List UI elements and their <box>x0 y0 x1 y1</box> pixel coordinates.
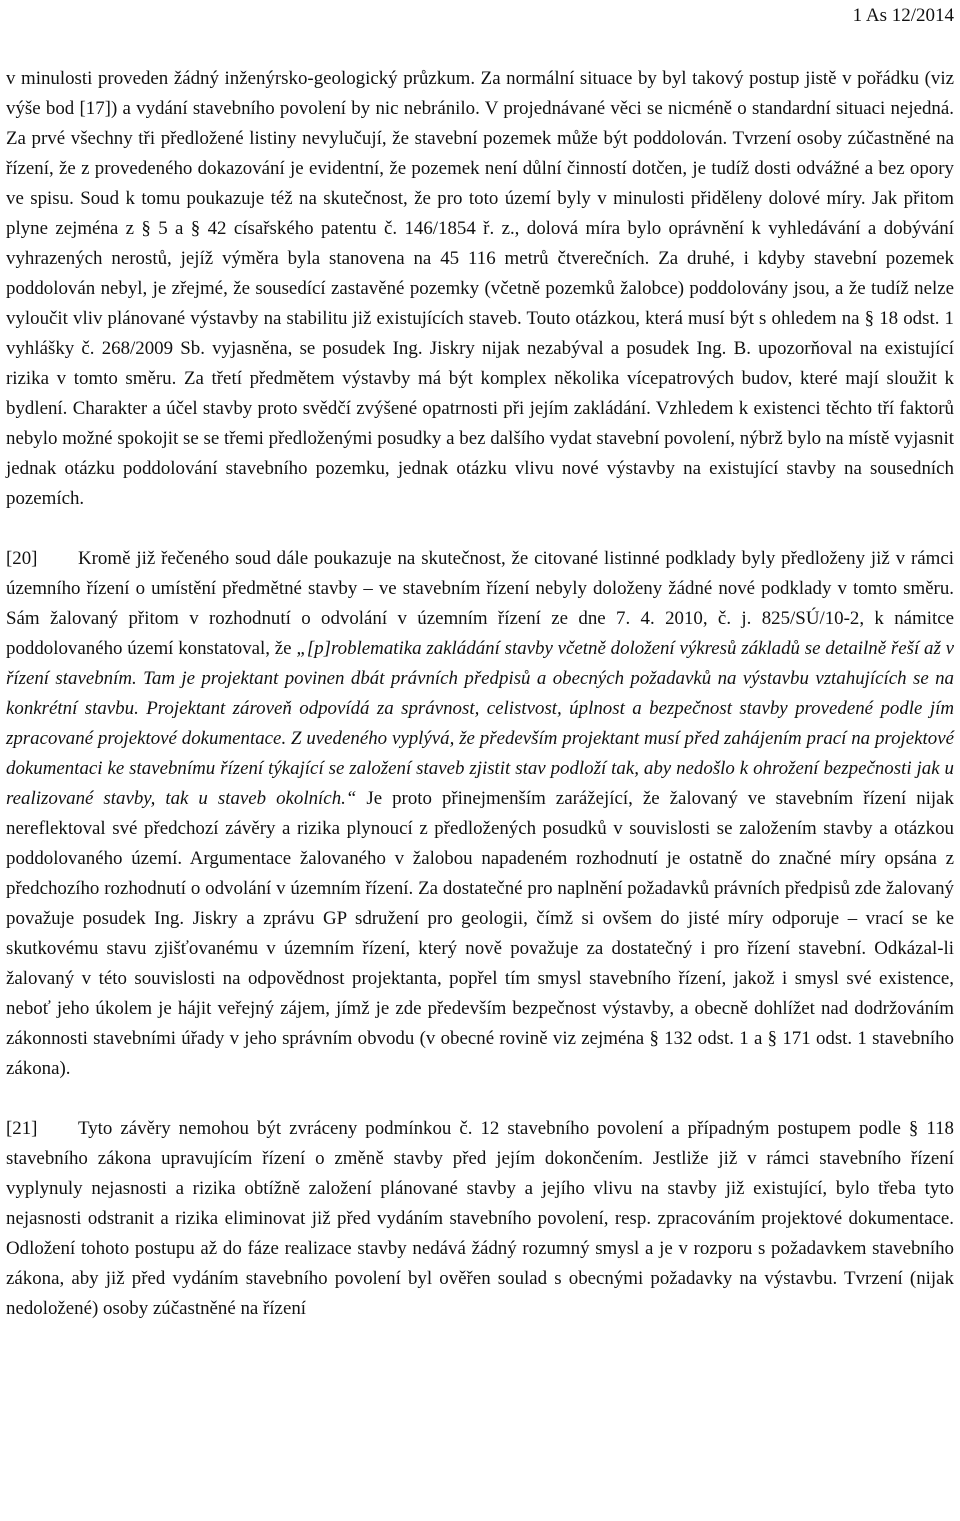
paragraph-text: v minulosti proveden žádný inženýrsko-geologický průzkum. Za normální situace by byl takový postup jistě v pořádku (viz výše bod [17]) a vydání stavebního povolení by nic nebránilo. V projednávané věci se nicméně o standardní situaci nejedná. Za prvé všechny tři předložené listiny nevylučují, že stavební pozemek může být poddolován. Tvrzení osoby zúčastněné na řízení, že z provedeného dokazování je evidentní, že pozemek není důlní činností dotčen, je tudíž dosti odvážné a bez opory ve spisu. Soud k tomu poukazuje též na skutečnost, že pro toto území byly v minulosti přiděleny dolové míry. Jak přitom plyne zejména z § 5 a § 42 císařského patentu č. 146/1854 ř. z., dolová míra bylo oprávnění k vyhledávání a dobývání vyhrazených nerostů, jejíž výměra byla stanovena na 45 116 metrů čtverečních. Za druhé, i kdyby stavební pozemek poddolován nebyl, je zřejmé, že sousedící zastavěné pozemky (včetně pozemků žalobce) poddolovány jsou, a že tudíž nelze vyloučit vliv plánované výstavby na stabilitu již existujících staveb. Touto otázkou, která musí být s ohledem na § 18 odst. 1 vyhlášky č. 268/2009 Sb. vyjasněna, se posudek Ing. Jiskry nijak nezabýval a posudek Ing. B. upozorňoval na existující rizika v tomto směru. Za třetí předmětem výstavby má být komplex několika vícepatrových budov, které mají sloužit k bydlení. Charakter a účel stavby proto svědčí zvýšené opatrnosti při jejím zakládání. Vzhledem k existenci těchto tří faktorů nebylo možné spokojit se se třemi předloženými posudky a bez dalšího vydat stavební povolení, nýbrž bylo na místě vyjasnit jednak otázku poddolování stavebního pozemku, jednak otázku vlivu nové výstavby na existující stavby na sousedních pozemích. <box>6 68 954 509</box>
document-body <box>6 64 954 1324</box>
paragraph-number: [21] <box>6 1118 38 1139</box>
paragraph-20 <box>6 544 954 1084</box>
paragraph-continuation <box>6 64 954 514</box>
paragraph-text: Kromě již řečeného soud dále poukazuje na skutečnost, že citované listinné podklady byly předloženy již v rámci územního řízení o umístění předmětné stavby – ve stavebním řízení nebyly doloženy žádné nové podklady v tomto směru. Sám žalovaný přitom v rozhodnutí o odvolání v územním řízení ze dne 7. 4. 2010, č. j. 825/SÚ/10-2, k námitce poddolovaného území konstatoval, že <box>6 548 954 659</box>
paragraph-text-after-quote: Je proto přinejmenším zarážející, že žalovaný ve stavebním řízení nijak nereflektoval své předchozí závěry a rizika plynoucí z předložených posudků v souvislosti se založením stavby a otázkou poddolovaného území. Argumentace žalovaného v žalobou napadeném rozhodnutí je ostatně do značné míry opsána z předchozího rozhodnutí o odvolání v územním řízení. Za dostatečné pro naplnění požadavků právních předpisů zde žalovaný považuje posudek Ing. Jiskry a zprávu GP sdružení pro geologii, čímž si ovšem do jisté míry odporuje – vrací se ke skutkovému stavu zjišťovanému v územním řízení, který nově považuje za dostatečný i pro řízení stavební. Odkázal-li žalovaný v této souvislosti na odpovědnost projektanta, popřel tím smysl stavebního řízení, jakož i smysl své existence, neboť jeho úkolem je hájit veřejný zájem, jímž je zde především bezpečnost výstavby, a obecně dohlížet nad dodržováním zákonnosti stavebními úřady v jeho správním obvodu (v obecné rovině viz zejména § 132 odst. 1 a § 171 odst. 1 stavebního zákona). <box>6 788 954 1079</box>
paragraph-number: [20] <box>6 548 38 569</box>
page-header-case-number: 1 As 12/2014 <box>852 5 954 26</box>
quoted-text: „[p]roblematika zakládání stavby včetně doložení výkresů základů se detailně řeší až v řízení stavebním. Tam je projektant povinen dbát právních předpisů a obecných požadavků na výstavbu vztahujících se na konkrétní stavbu. Projektant zároveň odpovídá za správnost, celistvost, úplnost a bezpečnost stavby provedené podle jím zpracované projektové dokumentace. Z uvedeného vyplývá, že především projektant musí před zahájením prací na projektové dokumentaci ke stavebnímu řízení týkající se založení staveb zjistit stav podloží tak, aby nedošlo k ohrožení bezpečnosti jak u realizované stavby, tak u staveb okolních.“ <box>6 638 954 809</box>
paragraph-21 <box>6 1114 954 1324</box>
paragraph-text: Tyto závěry nemohou být zvráceny podmínkou č. 12 stavebního povolení a případným postupem podle § 118 stavebního zákona upravujícím řízení o změně stavby před jejím dokončením. Jestliže již v rámci stavebního řízení vyplynuly nejasnosti a rizika obtížně založení plánované stavby a jejího vlivu na stavby již existující, bylo třeba tyto nejasnosti odstranit a rizika eliminovat již před vydáním stavebního povolení, resp. zpracováním projektové dokumentace. Odložení tohoto postupu až do fáze realizace stavby nedává žádný rozumný smysl a je v rozporu s požadavkem stavebního zákona, aby již před vydáním stavebního povolení byl ověřen soulad s obecnými požadavky na výstavbu. Tvrzení (nijak nedoložené) osoby zúčastněné na řízení <box>6 1118 954 1319</box>
